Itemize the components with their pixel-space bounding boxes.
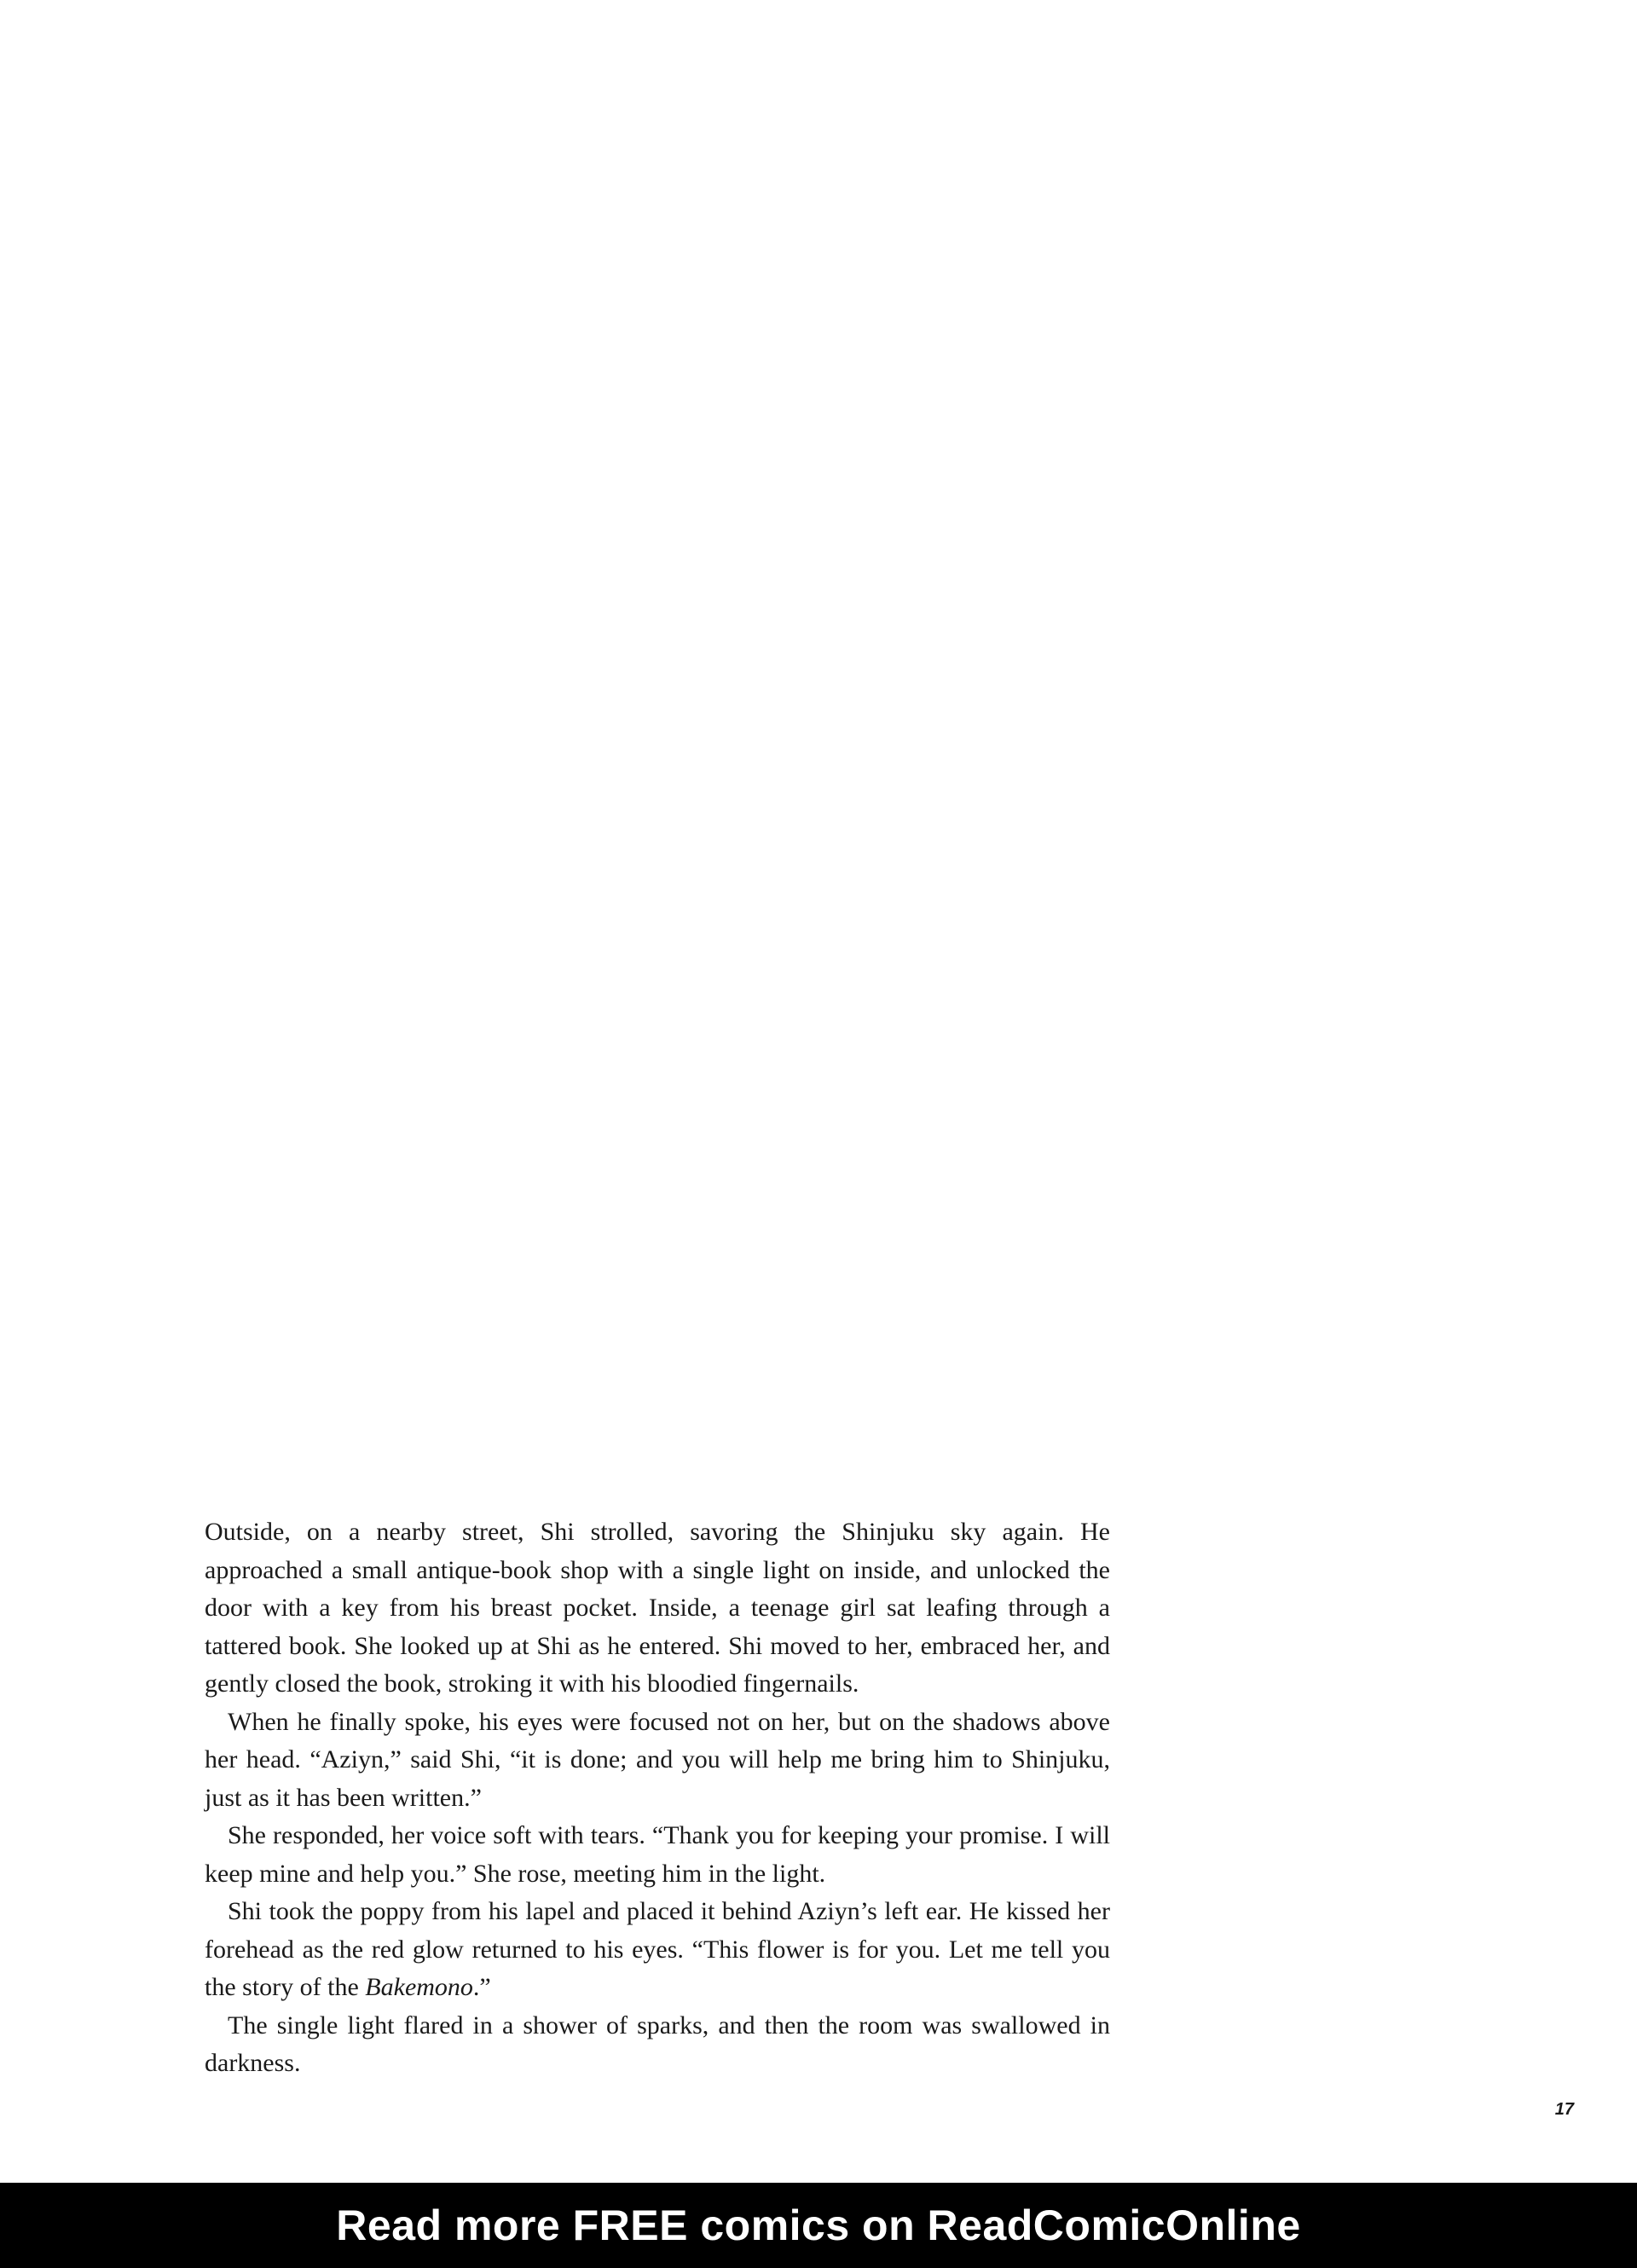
story-text (205, 1513, 1110, 2083)
page-number: 17 (1554, 2100, 1574, 2119)
paragraph-4-italic: Bakemono (365, 1973, 473, 2001)
paragraph-2: When he finally spoke, his eyes were focused not on her, but on the shadows above her head. “Aziyn,” said Shi, “it is done; and you will help me bring him to Shinjuku, just as it has been written.” (205, 1707, 1110, 1812)
paragraph-1: Outside, on a nearby street, Shi strolled, savoring the Shinjuku sky again. He approached a small antique-book shop with a single light on inside, and unlocked the door with a key from his breast pocket. Inside, a teenage girl sat leafing through a tattered book. She looked up at Shi as he entered. Shi moved to her, embraced her, and gently closed the book, stroking it with his bloodied fingernails. (205, 1518, 1110, 1698)
paragraph-4 (205, 1893, 1110, 2007)
promo-banner[interactable] (0, 2183, 1637, 2268)
paragraph-4-end: .” (472, 1973, 491, 2001)
paragraph-5: The single light flared in a shower of sparks, and then the room was swallowed in darkness. (205, 2011, 1110, 2077)
paragraph-3: She responded, her voice soft with tears. “Thank you for keeping your promise. I will keep mine and help you.” She rose, meeting him in the light. (205, 1821, 1110, 1888)
promo-banner-text[interactable]: Read more FREE comics on ReadComicOnline (336, 2201, 1301, 2249)
paragraph-4-text: Shi took the poppy from his lapel and placed it behind Aziyn’s left ear. He kissed her forehead as the red glow returned to his eyes. “This flower is for you. Let me tell you the story of the (205, 1897, 1110, 2001)
